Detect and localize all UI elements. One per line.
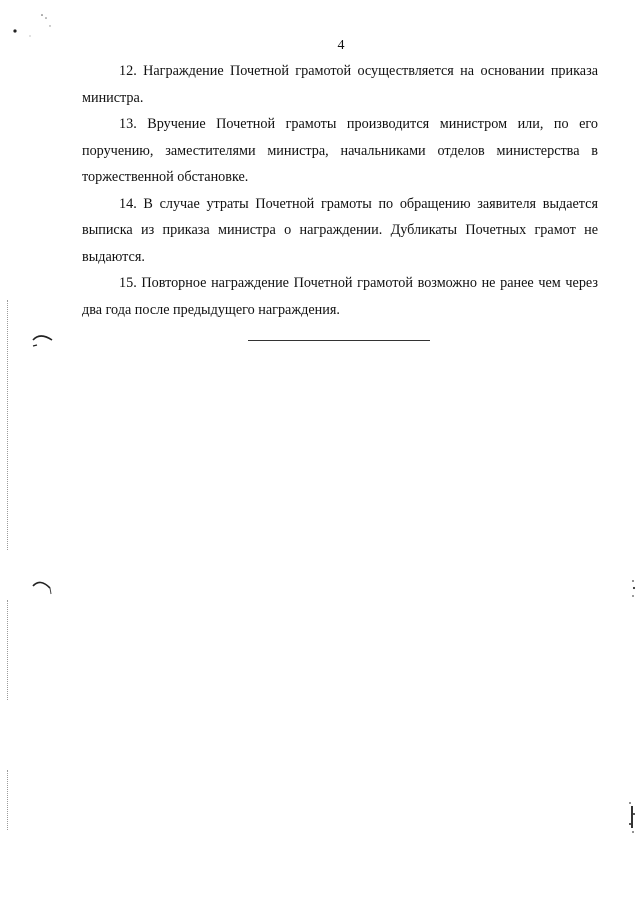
scan-speck-top-left <box>10 12 60 40</box>
left-edge-scan-line-1 <box>7 300 8 550</box>
hole-punch-mark-upper <box>30 330 56 352</box>
left-edge-scan-line-2 <box>7 600 8 700</box>
paragraph-13: 13. Вручение Почетной грамоты производится министром или, по его поручению, заместителями министра, начальниками отделов министерства в торжественной обстановке. <box>82 116 598 185</box>
paragraph-12: 12. Награждение Почетной грамотой осуществляется на основании приказа министра. <box>82 63 598 106</box>
scan-specks-right-mid <box>628 578 638 604</box>
scan-specks-right-bottom <box>626 800 638 836</box>
document-body <box>82 58 598 323</box>
hole-punch-mark-lower <box>30 578 56 600</box>
page-number: 4 <box>337 38 345 53</box>
paragraph-15: 15. Повторное награждение Почетной грамотой возможно не ранее чем через два года после предыдущего награждения. <box>82 275 598 318</box>
left-edge-scan-line-3 <box>7 770 8 830</box>
paragraph-14: 14. В случае утраты Почетной грамоты по обращению заявителя выдается выписка из приказа министра о награждении. Дубликаты Почетных грамот не выдаются. <box>82 195 598 265</box>
end-of-text-rule <box>248 340 430 341</box>
